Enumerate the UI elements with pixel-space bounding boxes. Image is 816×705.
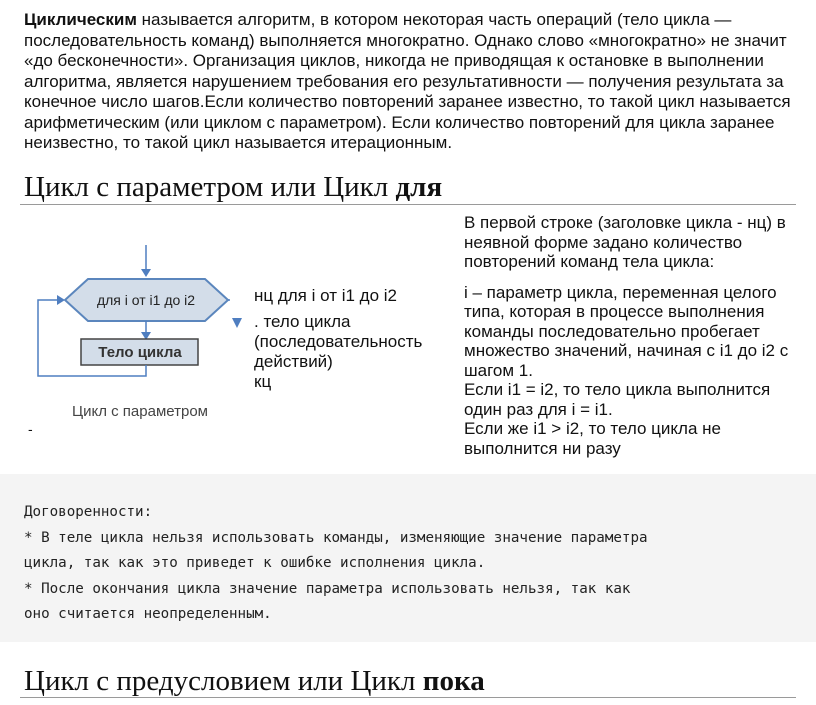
pseudocode-line: действий) xyxy=(254,352,333,371)
agreements-line: * После окончания цикла значение параметра использовать нельзя, так как xyxy=(24,580,631,597)
section-heading-for-loop xyxy=(24,170,442,204)
loop-back-arrow-head xyxy=(57,295,65,305)
heading-plain: Цикл с параметром или Цикл xyxy=(24,171,396,203)
heading-rule xyxy=(20,697,796,698)
heading-rule xyxy=(20,204,796,205)
heading-bold: для xyxy=(395,171,443,203)
agreements-line: * В теле цикла нельзя использовать команды, изменяющие значение параметра xyxy=(24,529,648,546)
pseudocode-block xyxy=(254,286,422,392)
intro-text: называется алгоритм, в котором некоторая часть операций (тело цикла — последовательность команд) выполняется многократно. Однако слово «многократно» не значит «до бесконечности». Организация циклов, никогда не приводящая к остановке в выполнении алгоритма, является нарушением требования его результативности — получения результата за конечное число шагов.Если количество повторений заранее известно, то такой цикл называется арифметическим (или циклом с параметром). Если количество повторений для цикла заранее неизвестно, то такой цикл называется итерационным. xyxy=(24,10,791,152)
entry-arrow-head xyxy=(141,269,151,277)
exit-arrow-head xyxy=(231,318,243,330)
pseudocode-line: . тело цикла xyxy=(254,312,351,331)
explanation-paragraph: Если i1 = i2, то тело цикла выполнится один раз для i = i1. xyxy=(464,380,771,419)
loop-explanation xyxy=(464,213,794,458)
pseudocode-line: (последовательность xyxy=(254,332,423,351)
explanation-paragraph: i – параметр цикла, переменная целого типа, которая в процессе выполнения команды последовательно пробегает множество значений, начиная с i1 до i2 с шагом 1. xyxy=(464,282,789,380)
pseudocode-line: кц xyxy=(254,372,272,391)
agreements-line: оно считается неопределенным. xyxy=(24,606,272,622)
heading-plain: Цикл с предусловием или Цикл xyxy=(24,665,423,697)
agreements-line: цикла, так как это приведет к ошибке исполнения цикла. xyxy=(24,555,486,571)
loop-header-label: для i от i1 до i2 xyxy=(96,292,196,308)
intro-term: Циклическим xyxy=(24,10,137,29)
explanation-paragraph: В первой строке (заголовке цикла - нц) в неявной форме задано количество повторений команд тела цикла: xyxy=(464,213,786,271)
section-heading-while-loop xyxy=(24,664,485,698)
agreements-code-block xyxy=(0,474,816,642)
explanation-paragraph: Если же i1 > i2, то тело цикла не выполнится ни разу xyxy=(464,419,721,458)
diagram-caption: Цикл с параметром xyxy=(72,403,208,420)
heading-bold: пока xyxy=(422,665,485,697)
exit-arrow-line xyxy=(228,300,230,323)
intro-paragraph xyxy=(24,10,796,154)
pseudocode-line: нц для i от i1 до i2 xyxy=(254,286,397,305)
stray-dash: - xyxy=(28,421,33,437)
agreements-title: Договоренности: xyxy=(24,504,153,520)
loop-body-label: Тело цикла xyxy=(98,344,182,361)
for-loop-flowchart xyxy=(30,237,230,427)
